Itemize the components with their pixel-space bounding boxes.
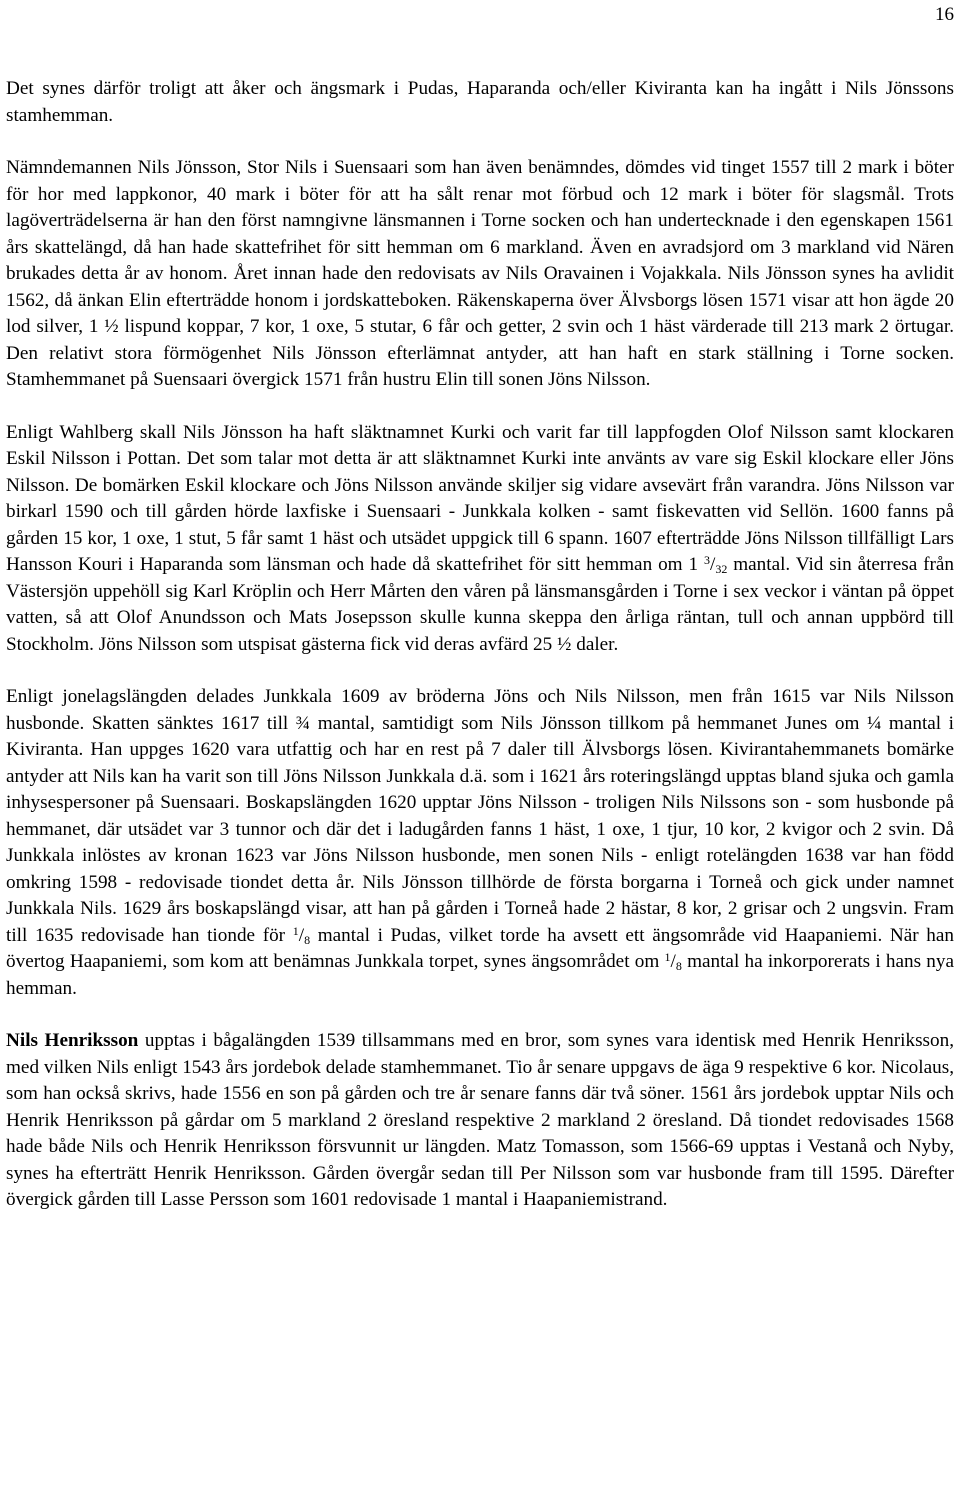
- paragraph-3-text-b: mantal. Vid sin återresa från Västersjön uppehöll sig Karl Kröplin och Herr Mårten den våren på länsmansgården i Torne i sex veckor i väntan på öppet vatten, så att Olof Anundsson och Mats Josepsson skulle kunna skeppa den årliga räntan, tull och annan uppbörd till Stockholm. Jöns Nilsson som utspisat gästerna fick vid deras avfärd 25 ½ daler.: [6, 554, 954, 655]
- fraction-denominator: 8: [675, 959, 682, 973]
- fraction-slash: /: [709, 554, 716, 575]
- page-number: 16: [935, 4, 954, 25]
- paragraph-4: [6, 684, 954, 1002]
- document-body: [6, 76, 954, 1214]
- fraction-numerator: 1: [664, 950, 671, 964]
- paragraph-3: [6, 420, 954, 659]
- fraction-slash: /: [670, 951, 676, 972]
- fraction-slash: /: [298, 924, 305, 946]
- paragraph-3-text-a: Enligt Wahlberg skall Nils Jönsson ha haft släktnamnet Kurki och varit far till lappfogden Olof Nilsson samt klockaren Eskil Nilsson i Pottan. Det som talar mot detta är att släktnamnet Kurki inte använts av vare sig Eskil klockare eller Jöns Nilsson. De bomärken Eskil klockare och Jöns Nilsson använde skiljer sig vidare avsevärt från varandra. Jöns Nilsson var birkarl 1590 och till gården hörde laxfiske i Suensaari - Junkkala kolken - samt fiskevatten vid Sellön. 1600 fanns på gården 15 kor, 1 oxe, 1 stut, 5 får samt 1 häst och utsädet uppgick till 6 spann. 1607 efterträdde Jöns Nilsson tillfälligt Lars Hansson Kouri i Haparanda som länsman och hade då skattefrihet för sitt hemman om 1: [6, 421, 954, 575]
- fraction-denominator: 32: [715, 562, 728, 576]
- fraction-numerator: 1: [292, 923, 299, 938]
- fraction-denominator: 8: [304, 932, 311, 947]
- person-name-heading: Nils Henriksson: [6, 1030, 139, 1051]
- paragraph-1: Det synes därför troligt att åker och ängsmark i Pudas, Haparanda och/eller Kiviranta kan ha ingått i Nils Jönssons stamhemman.: [6, 78, 954, 126]
- fraction-numerator: 3: [703, 553, 710, 567]
- paragraph-5: [6, 1028, 954, 1214]
- paragraph-4-text-c: mantal ha inkorporerats i hans nya hemman.: [6, 951, 955, 999]
- paragraph-2: Nämndemannen Nils Jönsson, Stor Nils i Suensaari som han även benämndes, dömdes vid tinget 1557 till 2 mark i böter för hor med lappkonor, 40 mark i böter för att ha sålt renar mot förbud och 12 mark i böter för slagsmål. Trots lagöverträdelserna är han den först namngivne länsmannen i Torne socken och han undertecknade i den egenskapen 1561 års skattelängd, då han hade skattefrihet för sitt hemman om 6 markland. Även en avradsjord om 3 markland vid Nären brukades detta år av honom. Året innan hade den redovisats av Nils Oravainen i Vojakkala. Nils Jönsson synes ha avlidit 1562, då änkan Elin efterträdde honom i jordskatteboken. Räkenskaperna över Älvsborgs lösen 1571 visar att hon ägde 20 lod silver, 1 ½ lispund koppar, 7 kor, 1 oxe, 5 stutar, 6 får och getter, 2 svin och 1 häst värderade till 213 mark 2 örtugar. Den relativt stora förmögenhet Nils Jönsson efterlämnat antyder, att han haft en stark ställning i Torne socken. Stamhemmanet på Suensaari övergick 1571 från hustru Elin till sonen Jöns Nilsson.: [6, 157, 954, 390]
- paragraph-4-text-b: mantal i Pudas, vilket torde ha avsett ett ängsområde vid Haapaniemi. När han övertog Haapaniemi, som kom att benämnas Junkkala torpet, synes ängsområdet om: [6, 924, 955, 972]
- paragraph-5-text: upptas i bågalängden 1539 tillsammans med en bror, som synes vara identisk med Henrik Henriksson, med vilken Nils enligt 1543 års jordebok delade stamhemmanet. Tio år senare uppgavs de äga 9 respektive 6 kor. Nicolaus, som han också skrivs, hade 1556 en son på gården och tre år senare fanns där två söner. 1561 års jordebok upptar Nils och Henrik Henriksson på gårdar om 5 markland 2 öresland respektive 2 markland 2 öresland. Då tiondet redovisades 1568 hade både Nils och Henrik Henriksson försvunnit ur längden. Matz Tomasson, som 1566-69 upptas i Vestanå och Nyby, synes ha efterträtt Henrik Henriksson. Gården övergår sedan till Per Nilsson som var husbonde fram till 1595. Därefter övergick gården till Lasse Persson som 1601 redovisade 1 mantal i Haapaniemistrand.: [6, 1030, 954, 1210]
- paragraph-4-text-a: Enligt jonelagslängden delades Junkkala 1609 av bröderna Jöns och Nils Nilsson, men från 1615 var Nils Nilsson husbonde. Skatten sänktes 1617 till ¾ mantal, samtidigt som Nils Jönsson tillkom på hemmanet Junes om ¼ mantal i Kiviranta. Han uppges 1620 vara utfattig och har en rest på 7 daler till Älvsborgs lösen. Kivirantahemmanets bomärke antyder att Nils kan ha varit son till Jöns Nilsson Junkkala d.ä. som i 1621 års roteringslängd upptas bland sjuka och gamla inhysespersoner på Suensaari. Boskapslängden 1620 upptar Jöns Nilsson - troligen Nils Nilssons son - som husbonde på hemmanet, där utsädet var 3 tunnor och där det i ladugården fanns 1 häst, 1 oxe, 1 tjur, 10 kor, 2 kvigor och 2 svin. Då Junkkala inlöstes av kronan 1623 var Jöns Nilsson husbonde, men sonen Nils - enligt rotelängden 1638 var han född omkring 1598 - redovisade tiondet detta år. Nils Jönsson tillhörde de första borgarna i Torneå och gick under namnet Junkkala Nils. 1629 års boskapslängd visar, att han på gården i Torneå hade 2 hästar, 8 kor, 2 grisar och 2 ungsvin. Fram till 1635 redovisade han tionde för: [6, 686, 954, 946]
